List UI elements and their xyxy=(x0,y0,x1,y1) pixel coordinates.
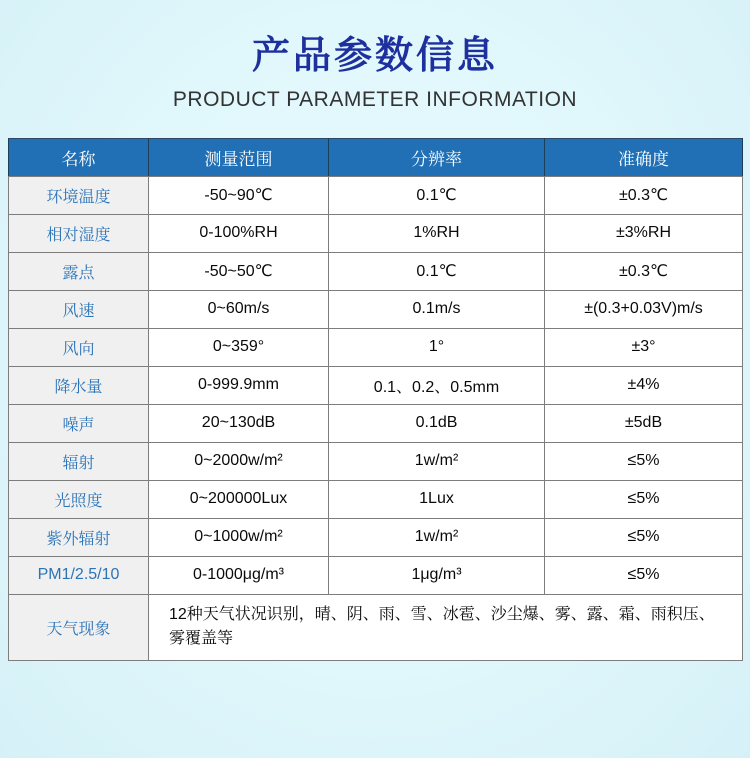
param-accuracy-cell: ±(0.3+0.03V)m/s xyxy=(545,290,743,328)
param-range-cell: 20~130dB xyxy=(149,404,329,442)
table-row xyxy=(9,518,743,556)
param-accuracy-cell: ±4% xyxy=(545,366,743,404)
table-row xyxy=(9,404,743,442)
header-cell-range: 测量范围 xyxy=(149,138,329,176)
param-accuracy-cell: ±0.3℃ xyxy=(545,176,743,214)
param-accuracy-cell: ±3%RH xyxy=(545,214,743,252)
param-resolution-cell: 1w/m² xyxy=(329,442,545,480)
param-resolution-cell: 0.1dB xyxy=(329,404,545,442)
parameter-table xyxy=(8,138,743,662)
header-cell-name: 名称 xyxy=(9,138,149,176)
table-header-row xyxy=(9,138,743,176)
table-row xyxy=(9,176,743,214)
param-name-cell: PM1/2.5/10 xyxy=(9,556,149,594)
param-resolution-cell: 1μg/m³ xyxy=(329,556,545,594)
table-row xyxy=(9,290,743,328)
title-block xyxy=(0,0,750,112)
param-accuracy-cell: ≤5% xyxy=(545,518,743,556)
param-name-cell: 辐射 xyxy=(9,442,149,480)
param-resolution-cell: 0.1、0.2、0.5mm xyxy=(329,366,545,404)
header-cell-accuracy: 准确度 xyxy=(545,138,743,176)
param-accuracy-cell: ±0.3℃ xyxy=(545,252,743,290)
param-resolution-cell: 0.1m/s xyxy=(329,290,545,328)
param-accuracy-cell: ≤5% xyxy=(545,480,743,518)
param-name-cell: 降水量 xyxy=(9,366,149,404)
table-row xyxy=(9,328,743,366)
param-name-cell: 紫外辐射 xyxy=(9,518,149,556)
table-row xyxy=(9,442,743,480)
param-accuracy-cell: ≤5% xyxy=(545,442,743,480)
param-name-cell: 风向 xyxy=(9,328,149,366)
table-row xyxy=(9,480,743,518)
param-name-cell: 环境温度 xyxy=(9,176,149,214)
param-accuracy-cell: ±3° xyxy=(545,328,743,366)
param-resolution-cell: 1%RH xyxy=(329,214,545,252)
param-range-cell: -50~50℃ xyxy=(149,252,329,290)
param-range-cell: 0~200000Lux xyxy=(149,480,329,518)
param-name-cell: 噪声 xyxy=(9,404,149,442)
param-name-cell: 风速 xyxy=(9,290,149,328)
param-name-cell: 光照度 xyxy=(9,480,149,518)
param-range-cell: 0~60m/s xyxy=(149,290,329,328)
table-row xyxy=(9,366,743,404)
header-cell-resolution: 分辨率 xyxy=(329,138,545,176)
param-name-cell: 天气现象 xyxy=(9,594,149,661)
param-resolution-cell: 0.1℃ xyxy=(329,176,545,214)
param-range-cell: 0-1000μg/m³ xyxy=(149,556,329,594)
param-range-cell: 0~1000w/m² xyxy=(149,518,329,556)
weather-description-cell: 12种天气状况识别，晴、阴、雨、雪、冰雹、沙尘爆、雾、露、霜、雨积压、雾覆盖等 xyxy=(149,594,743,661)
param-accuracy-cell: ≤5% xyxy=(545,556,743,594)
param-range-cell: 0~359° xyxy=(149,328,329,366)
page-subtitle: PRODUCT PARAMETER INFORMATION xyxy=(172,87,578,111)
param-resolution-cell: 1° xyxy=(329,328,545,366)
param-range-cell: -50~90℃ xyxy=(149,176,329,214)
param-resolution-cell: 0.1℃ xyxy=(329,252,545,290)
table-row xyxy=(9,252,743,290)
param-range-cell: 0-999.9mm xyxy=(149,366,329,404)
param-range-cell: 0-100%RH xyxy=(149,214,329,252)
table-row xyxy=(9,214,743,252)
weather-row xyxy=(9,594,743,661)
param-accuracy-cell: ±5dB xyxy=(545,404,743,442)
param-resolution-cell: 1Lux xyxy=(329,480,545,518)
page-title: 产品参数信息 xyxy=(251,35,498,77)
param-range-cell: 0~2000w/m² xyxy=(149,442,329,480)
param-name-cell: 露点 xyxy=(9,252,149,290)
param-name-cell: 相对湿度 xyxy=(9,214,149,252)
param-resolution-cell: 1w/m² xyxy=(329,518,545,556)
table-row xyxy=(9,556,743,594)
